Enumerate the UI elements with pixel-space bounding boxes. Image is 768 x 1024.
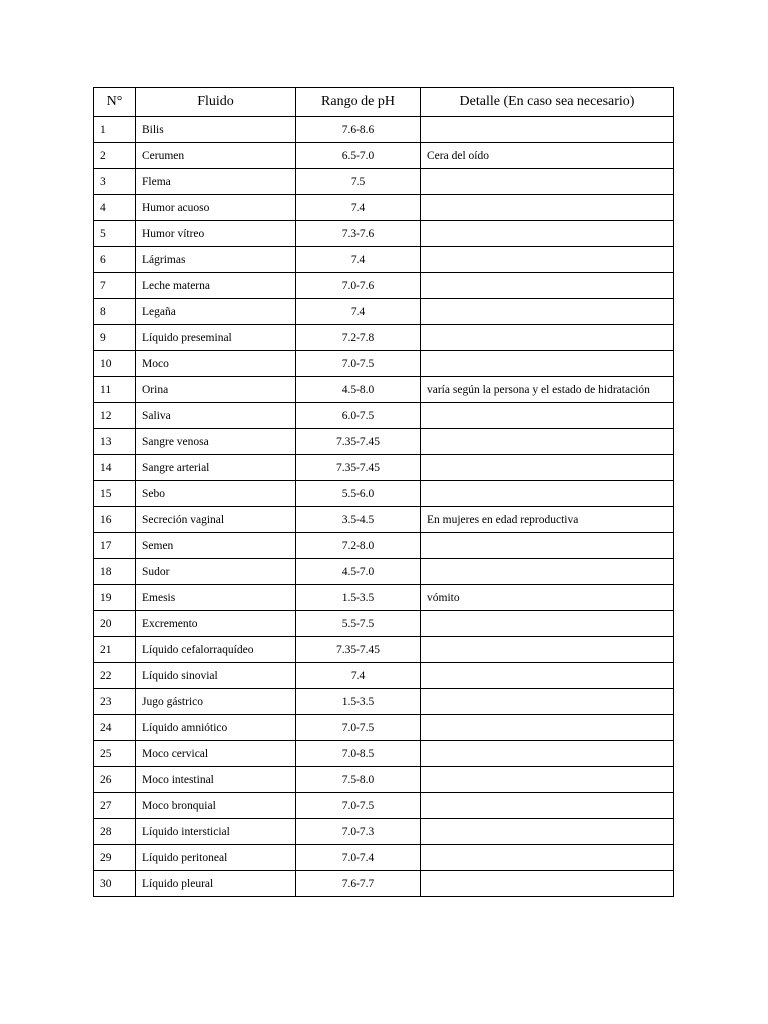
cell-fluid: Líquido peritoneal xyxy=(136,845,296,871)
cell-fluid: Orina xyxy=(136,377,296,403)
cell-num: 22 xyxy=(94,663,136,689)
cell-num: 26 xyxy=(94,767,136,793)
cell-detail xyxy=(421,273,674,299)
cell-num: 28 xyxy=(94,819,136,845)
cell-fluid: Bilis xyxy=(136,117,296,143)
table-row xyxy=(94,767,674,793)
cell-ph-range: 7.5 xyxy=(296,169,421,195)
cell-detail xyxy=(421,533,674,559)
cell-fluid: Humor vítreo xyxy=(136,221,296,247)
cell-detail xyxy=(421,845,674,871)
cell-ph-range: 7.2-8.0 xyxy=(296,533,421,559)
cell-num: 21 xyxy=(94,637,136,663)
header-detail: Detalle (En caso sea necesario) xyxy=(421,88,674,117)
cell-detail xyxy=(421,871,674,897)
cell-num: 13 xyxy=(94,429,136,455)
cell-ph-range: 7.6-8.6 xyxy=(296,117,421,143)
cell-fluid: Saliva xyxy=(136,403,296,429)
table-row xyxy=(94,637,674,663)
table-row xyxy=(94,143,674,169)
cell-detail xyxy=(421,663,674,689)
cell-detail: En mujeres en edad reproductiva xyxy=(421,507,674,533)
cell-detail xyxy=(421,559,674,585)
cell-ph-range: 6.0-7.5 xyxy=(296,403,421,429)
cell-num: 11 xyxy=(94,377,136,403)
cell-fluid: Líquido pleural xyxy=(136,871,296,897)
cell-ph-range: 7.0-7.6 xyxy=(296,273,421,299)
cell-fluid: Sebo xyxy=(136,481,296,507)
cell-fluid: Sangre arterial xyxy=(136,455,296,481)
table-row xyxy=(94,455,674,481)
cell-num: 4 xyxy=(94,195,136,221)
table-row xyxy=(94,169,674,195)
table-row xyxy=(94,117,674,143)
cell-detail xyxy=(421,169,674,195)
table-row xyxy=(94,819,674,845)
table-row xyxy=(94,429,674,455)
cell-fluid: Cerumen xyxy=(136,143,296,169)
cell-num: 9 xyxy=(94,325,136,351)
cell-ph-range: 7.0-7.5 xyxy=(296,793,421,819)
table-row xyxy=(94,871,674,897)
table-row xyxy=(94,715,674,741)
cell-num: 18 xyxy=(94,559,136,585)
table-row xyxy=(94,585,674,611)
table-body xyxy=(94,117,674,897)
cell-num: 7 xyxy=(94,273,136,299)
table-row xyxy=(94,299,674,325)
cell-fluid: Jugo gástrico xyxy=(136,689,296,715)
cell-fluid: Líquido amniótico xyxy=(136,715,296,741)
table-row xyxy=(94,325,674,351)
cell-fluid: Sangre venosa xyxy=(136,429,296,455)
cell-ph-range: 5.5-6.0 xyxy=(296,481,421,507)
cell-num: 29 xyxy=(94,845,136,871)
cell-detail xyxy=(421,429,674,455)
cell-fluid: Leche materna xyxy=(136,273,296,299)
cell-ph-range: 1.5-3.5 xyxy=(296,689,421,715)
cell-ph-range: 5.5-7.5 xyxy=(296,611,421,637)
cell-fluid: Semen xyxy=(136,533,296,559)
cell-fluid: Líquido intersticial xyxy=(136,819,296,845)
cell-ph-range: 7.0-7.3 xyxy=(296,819,421,845)
cell-detail xyxy=(421,793,674,819)
cell-num: 19 xyxy=(94,585,136,611)
ph-table xyxy=(93,87,674,897)
cell-ph-range: 7.4 xyxy=(296,195,421,221)
table-row xyxy=(94,533,674,559)
cell-ph-range: 7.35-7.45 xyxy=(296,455,421,481)
cell-ph-range: 7.35-7.45 xyxy=(296,429,421,455)
cell-ph-range: 7.0-7.5 xyxy=(296,715,421,741)
cell-fluid: Líquido preseminal xyxy=(136,325,296,351)
cell-detail xyxy=(421,767,674,793)
cell-ph-range: 7.4 xyxy=(296,247,421,273)
cell-detail xyxy=(421,117,674,143)
cell-fluid: Moco xyxy=(136,351,296,377)
cell-ph-range: 3.5-4.5 xyxy=(296,507,421,533)
cell-num: 3 xyxy=(94,169,136,195)
cell-fluid: Sudor xyxy=(136,559,296,585)
cell-fluid: Flema xyxy=(136,169,296,195)
table-row xyxy=(94,793,674,819)
cell-num: 24 xyxy=(94,715,136,741)
cell-fluid: Legaña xyxy=(136,299,296,325)
cell-num: 8 xyxy=(94,299,136,325)
cell-detail: varía según la persona y el estado de hidratación xyxy=(421,377,674,403)
table-row xyxy=(94,559,674,585)
cell-detail xyxy=(421,611,674,637)
cell-ph-range: 4.5-7.0 xyxy=(296,559,421,585)
cell-detail xyxy=(421,325,674,351)
table-row xyxy=(94,741,674,767)
table-row xyxy=(94,689,674,715)
cell-num: 20 xyxy=(94,611,136,637)
cell-ph-range: 7.0-7.5 xyxy=(296,351,421,377)
cell-ph-range: 7.5-8.0 xyxy=(296,767,421,793)
cell-num: 16 xyxy=(94,507,136,533)
cell-fluid: Moco bronquial xyxy=(136,793,296,819)
cell-detail xyxy=(421,403,674,429)
cell-detail xyxy=(421,299,674,325)
cell-detail xyxy=(421,481,674,507)
cell-num: 23 xyxy=(94,689,136,715)
cell-ph-range: 1.5-3.5 xyxy=(296,585,421,611)
table-row xyxy=(94,663,674,689)
cell-ph-range: 4.5-8.0 xyxy=(296,377,421,403)
cell-num: 12 xyxy=(94,403,136,429)
cell-fluid: Moco cervical xyxy=(136,741,296,767)
cell-fluid: Líquido cefalorraquídeo xyxy=(136,637,296,663)
cell-num: 30 xyxy=(94,871,136,897)
cell-num: 17 xyxy=(94,533,136,559)
table-row xyxy=(94,351,674,377)
cell-detail: vómito xyxy=(421,585,674,611)
cell-detail xyxy=(421,637,674,663)
cell-ph-range: 7.0-7.4 xyxy=(296,845,421,871)
cell-fluid: Lágrimas xyxy=(136,247,296,273)
cell-ph-range: 7.4 xyxy=(296,299,421,325)
cell-detail xyxy=(421,715,674,741)
table-row xyxy=(94,481,674,507)
table-row xyxy=(94,221,674,247)
cell-ph-range: 7.3-7.6 xyxy=(296,221,421,247)
cell-fluid: Moco intestinal xyxy=(136,767,296,793)
cell-fluid: Secreción vaginal xyxy=(136,507,296,533)
cell-num: 27 xyxy=(94,793,136,819)
cell-detail: Cera del oído xyxy=(421,143,674,169)
header-row xyxy=(94,88,674,117)
cell-num: 6 xyxy=(94,247,136,273)
cell-detail xyxy=(421,351,674,377)
cell-num: 25 xyxy=(94,741,136,767)
cell-detail xyxy=(421,247,674,273)
cell-ph-range: 6.5-7.0 xyxy=(296,143,421,169)
cell-ph-range: 7.35-7.45 xyxy=(296,637,421,663)
cell-num: 10 xyxy=(94,351,136,377)
cell-fluid: Líquido sinovial xyxy=(136,663,296,689)
header-fluid: Fluido xyxy=(136,88,296,117)
cell-ph-range: 7.0-8.5 xyxy=(296,741,421,767)
table-row xyxy=(94,247,674,273)
header-num: N° xyxy=(94,88,136,117)
cell-detail xyxy=(421,819,674,845)
cell-fluid: Excremento xyxy=(136,611,296,637)
header-ph-range: Rango de pH xyxy=(296,88,421,117)
cell-ph-range: 7.2-7.8 xyxy=(296,325,421,351)
cell-detail xyxy=(421,741,674,767)
table-row xyxy=(94,403,674,429)
cell-num: 2 xyxy=(94,143,136,169)
table-header xyxy=(94,88,674,117)
cell-ph-range: 7.6-7.7 xyxy=(296,871,421,897)
cell-num: 1 xyxy=(94,117,136,143)
table-row xyxy=(94,273,674,299)
cell-num: 14 xyxy=(94,455,136,481)
cell-fluid: Emesis xyxy=(136,585,296,611)
cell-detail xyxy=(421,221,674,247)
table-row xyxy=(94,845,674,871)
cell-num: 5 xyxy=(94,221,136,247)
table-row xyxy=(94,507,674,533)
cell-detail xyxy=(421,455,674,481)
cell-detail xyxy=(421,195,674,221)
table-row xyxy=(94,611,674,637)
cell-detail xyxy=(421,689,674,715)
table-row xyxy=(94,195,674,221)
table-row xyxy=(94,377,674,403)
cell-fluid: Humor acuoso xyxy=(136,195,296,221)
cell-num: 15 xyxy=(94,481,136,507)
cell-ph-range: 7.4 xyxy=(296,663,421,689)
